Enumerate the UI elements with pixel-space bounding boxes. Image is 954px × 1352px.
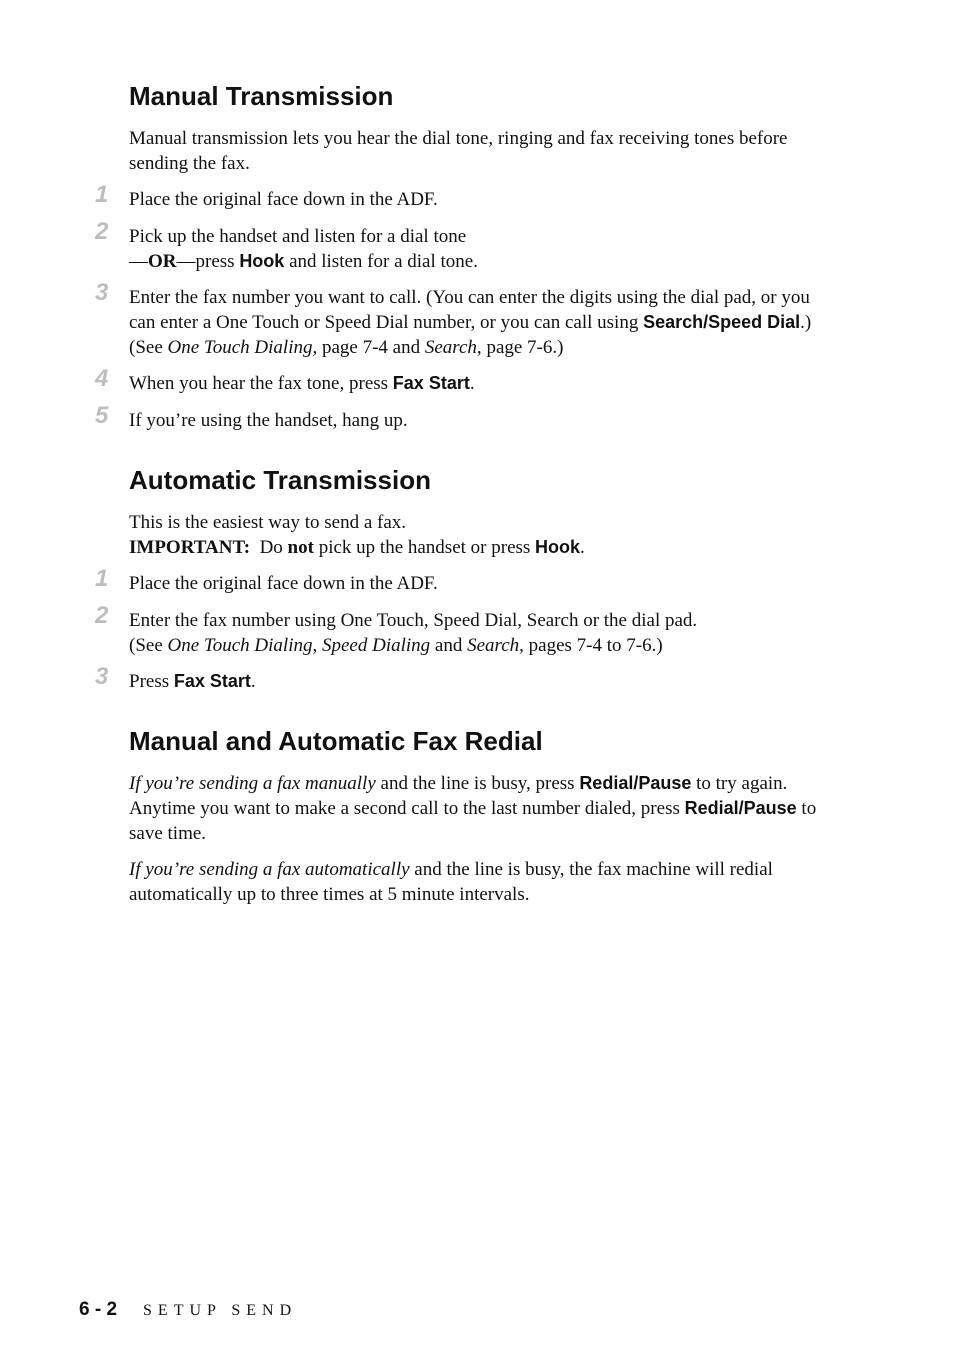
step-number: 1	[95, 181, 109, 208]
text: page 7-4 and	[317, 337, 425, 358]
reference: Speed Dialing	[321, 635, 431, 656]
text: Press	[129, 671, 174, 692]
text: to save time.	[129, 798, 817, 844]
step-text	[129, 608, 829, 658]
step-text: Place the original face down in the ADF.	[129, 573, 438, 594]
text: and listen for a dial tone.	[284, 251, 478, 272]
page-number: 6 - 2	[79, 1299, 118, 1320]
step-text	[129, 371, 829, 396]
dash: —	[129, 251, 148, 272]
text: to try again. Anytime you want to make a second call to the last number dialed, press	[129, 773, 788, 819]
text: When you hear the fax tone, press	[129, 373, 393, 394]
text: Do	[250, 537, 288, 558]
redial-paragraph-1	[129, 771, 829, 846]
text: .	[469, 373, 475, 394]
text: .) (See	[129, 312, 812, 358]
fax-start-key-label: Fax Start	[392, 373, 470, 393]
text: Enter the fax number using One Touch, Speed Dial, Search or the dial pad.	[129, 610, 698, 631]
step-number: 1	[95, 565, 109, 592]
heading-automatic-transmission: Automatic Transmission	[129, 465, 431, 495]
text: ,	[312, 635, 322, 656]
step-number: 4	[95, 365, 109, 392]
text: This is the easiest way to send a fax.	[129, 512, 407, 533]
hook-key-label: Hook	[535, 537, 581, 557]
hook-key-label: Hook	[239, 251, 285, 271]
text: and the line is busy, the fax machine will redial automatically up to three times at 5 minute intervals.	[129, 859, 773, 905]
reference: Search	[467, 635, 520, 656]
fax-start-key-label: Fax Start	[173, 671, 251, 691]
text: Enter the fax number you want to call. (You can enter the digits using the dial pad, or you can enter a One Touch or Speed Dial number, or you can call using	[129, 287, 810, 333]
step-text	[129, 669, 829, 694]
reference: Search,	[424, 337, 482, 358]
redial-paragraph-2	[129, 857, 829, 907]
manual-intro: Manual transmission lets you hear the dial tone, ringing and fax receiving tones before sending the fax.	[129, 128, 788, 174]
auto-intro	[129, 510, 829, 560]
text: , pages 7-4 to 7-6.)	[519, 635, 663, 656]
text: .	[250, 671, 256, 692]
text: and	[430, 635, 468, 656]
emphasis: not	[287, 537, 314, 558]
text: (See	[129, 635, 168, 656]
step-number: 3	[95, 279, 109, 306]
step-number: 2	[95, 218, 109, 245]
reference: One Touch Dialing,	[167, 337, 318, 358]
reference: One Touch Dialing	[167, 635, 313, 656]
text: pick up the handset or press	[313, 537, 536, 558]
important-label: IMPORTANT:	[129, 537, 251, 558]
chapter-title: SETUP SEND	[143, 1302, 298, 1319]
step-text	[129, 285, 829, 360]
text: page 7-6.)	[481, 337, 564, 358]
search-speed-dial-key-label: Search/Speed Dial	[643, 312, 801, 332]
heading-manual-transmission: Manual Transmission	[129, 81, 394, 111]
text: and the line is busy, press	[375, 773, 580, 794]
emphasis: If you’re sending a fax manually	[129, 773, 376, 794]
heading-fax-redial: Manual and Automatic Fax Redial	[129, 726, 543, 756]
or-label: OR	[148, 251, 177, 272]
text: —press	[176, 251, 240, 272]
redial-pause-key-label: Redial/Pause	[579, 773, 692, 793]
text: .	[580, 537, 585, 558]
step-text: Place the original face down in the ADF.	[129, 189, 438, 210]
step-number: 3	[95, 663, 109, 690]
emphasis: If you’re sending a fax automatically	[129, 859, 410, 880]
step-number: 5	[95, 402, 109, 429]
step-number: 2	[95, 602, 109, 629]
page-footer	[79, 1299, 297, 1321]
step-line-1: Pick up the handset and listen for a dial tone	[129, 226, 467, 247]
step-text: If you’re using the handset, hang up.	[129, 410, 408, 431]
redial-pause-key-label: Redial/Pause	[684, 798, 797, 818]
step-text	[129, 224, 829, 274]
